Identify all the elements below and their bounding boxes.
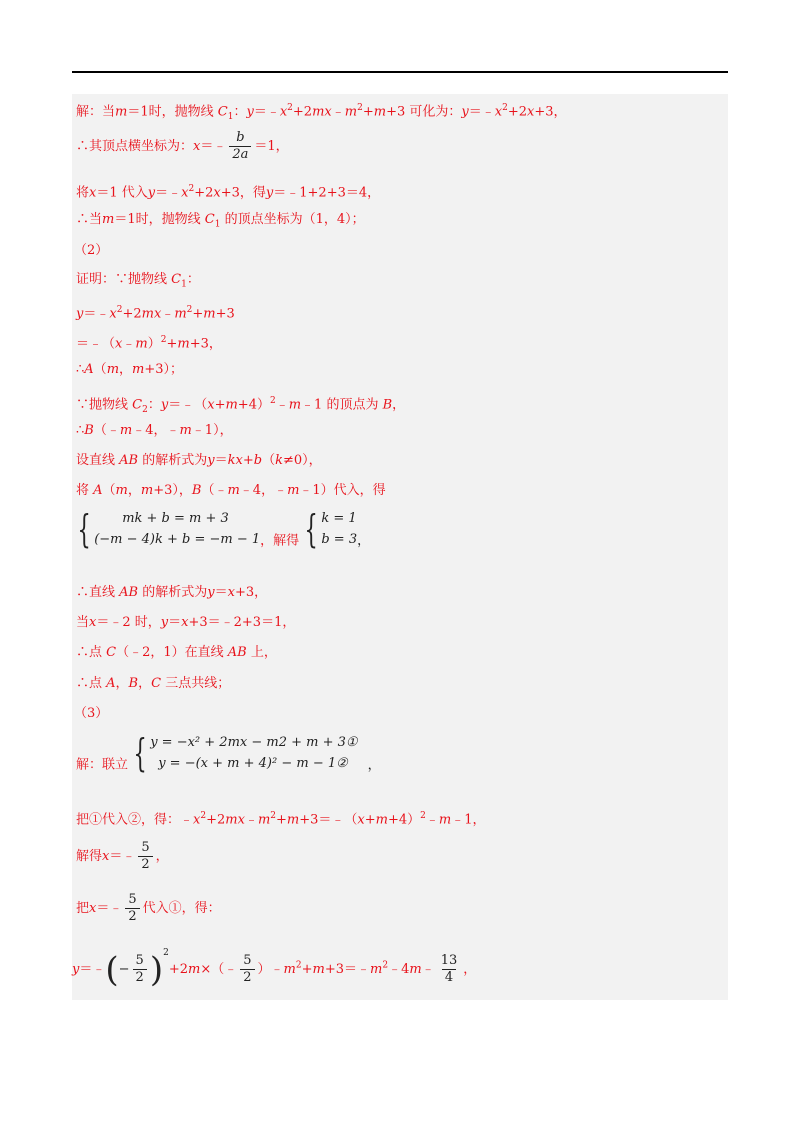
fraction-5-over-2: $\frac{5}{2}$ [133, 953, 147, 986]
solution-line-22: 解得x＝﹣ $\frac{5}{2}$ ， [76, 840, 169, 872]
solution-line-15: ∴直线 AB 的解析式为y＝x+3， [76, 585, 268, 600]
fraction-b-over-2a: $\frac{b}{2a}$ [229, 130, 251, 163]
solution-line-7: $y=﹣x^2+2mx﹣m^2+m+3$ [76, 305, 235, 322]
solution-line-4: ∴当m＝1时，抛物线 $C_1$ 的顶点坐标为（1，4）； [76, 212, 365, 230]
solution-line-23: 把x＝﹣ $\frac{5}{2}$ 代入①，得： [76, 892, 221, 924]
solution-line-8: ＝﹣（x﹣m）$^2$+m+3， [76, 335, 222, 352]
solution-line-2: ∴其顶点横坐标为：x＝﹣ $\frac{b}{2a}$ ＝1， [76, 130, 289, 162]
solution-line-16: 当x＝﹣2 时，y＝x+3＝﹣2+3＝1， [76, 615, 296, 630]
fraction-5-over-2: $\frac{5}{2}$ [240, 953, 254, 986]
solution-line-3: 将x＝1 代入$y=﹣x^2+2x+3$，得y＝﹣1+2+3＝4， [76, 184, 381, 201]
solution-line-18: ∴点 A，B，C 三点共线； [76, 676, 231, 691]
equation-system-2: 解：联立 { y = −x² + 2mx − m2 + m + 3① y = −(x + m + 4)² − m − 1② ， [76, 731, 381, 775]
header-rule [72, 71, 728, 73]
fraction-5-over-2: $\frac{5}{2}$ [125, 892, 139, 925]
fraction-13-over-4: $\frac{13}{4}$ [440, 953, 458, 985]
solution-line-17: ∴点 C（﹣2，1）在直线 AB 上， [76, 645, 277, 660]
parabola-system: { y = −x² + 2mx − m2 + m + 3① y = −(x + m + 4)² − m − 1② [133, 731, 358, 775]
linear-system: { mk + b = m + 3 (−m − 4)k + b = −m − 1 [77, 507, 261, 551]
solution-line-11: ∴B（﹣m﹣4，﹣m﹣1）， [76, 423, 233, 438]
solution-line-12: 设直线 AB 的解析式为y＝kx+b（k≠0）， [76, 453, 322, 468]
fraction-5-over-2: $\frac{5}{2}$ [138, 840, 152, 873]
solution-line-13: 将 A（m，m+3），B（﹣m﹣4，﹣m﹣1）代入，得 [76, 483, 386, 498]
system-solution: { k = 1 b = 3 [304, 507, 358, 551]
part-3-label: （3） [74, 706, 109, 721]
part-2-label: （2） [74, 243, 109, 258]
solution-line-9: ∴A（m，m+3）； [76, 362, 184, 377]
solution-line-10: ∵抛物线 $C_2$：$y=﹣(x+m+4)^2﹣m﹣1$ 的顶点为 B， [76, 396, 406, 415]
solution-line-1: 解：当m＝1时，抛物线 $C_1$：$y=﹣x^2+2mx﹣m^2+m+3$ 可化为：$y=﹣x^2+2x+3$， [76, 103, 567, 122]
equation-system-1: { mk + b = m + 3 (−m − 4)k + b = −m − 1 ，解得 { k = 1 b = 3 ， [72, 508, 370, 551]
solution-line-6: 证明：∵抛物线 $C_1$： [76, 272, 200, 290]
solution-line-21: 把①代入②，得：$﹣x^2+2mx﹣m^2+m+3=﹣(x+m+4)^2﹣m﹣1$， [76, 811, 486, 828]
solution-line-24: y＝﹣(− $\frac{5}{2}$ )$^2$+2m×（﹣ $\frac{5}{2}$ ）$﹣m^2+m+3=﹣m^2﹣4m﹣$ $\frac{13}{4}$ ， [72, 948, 477, 990]
